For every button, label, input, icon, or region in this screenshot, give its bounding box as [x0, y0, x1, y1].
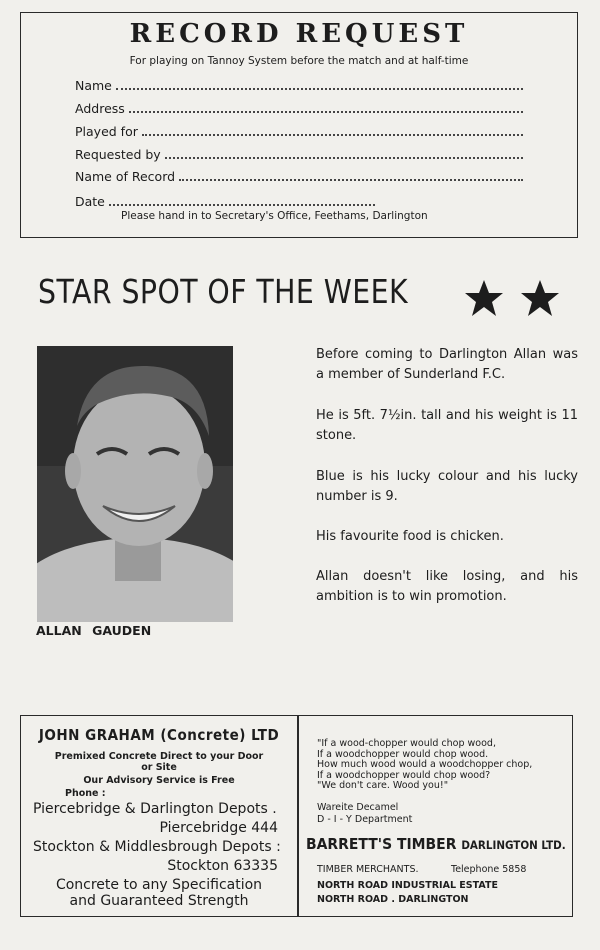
brand-wareite: Wareite Decamel — [317, 802, 399, 813]
john-graham-slogan1: Concrete to any Specification — [55, 877, 263, 893]
name-label: Name — [75, 78, 112, 93]
john-graham-slogan2: and Guaranteed Strength — [69, 893, 249, 909]
star-icon — [521, 280, 559, 316]
stars-icon — [464, 278, 564, 320]
barretts-address2: NORTH ROAD . DARLINGTON — [317, 894, 469, 905]
played-for-label: Played for — [75, 124, 138, 139]
name-of-record-field[interactable] — [75, 166, 523, 184]
player-caption: ALLAN GAUDEN — [36, 623, 152, 638]
john-graham-depot2-phone: Stockton 63335 — [167, 858, 278, 874]
bio-paragraph: He is 5ft. 7½in. tall and his weight is 11 stone. — [316, 408, 578, 443]
record-request-title: RECORD REQUEST — [129, 19, 469, 49]
john-graham-line3: Our Advisory Service is Free — [83, 775, 235, 786]
john-graham-depot2: Stockton & Middlesbrough Depots : — [33, 839, 281, 855]
rhyme-line: "If a wood-chopper would chop wood, — [317, 738, 496, 749]
bio-paragraph: Before coming to Darlington Allan was a member of Sunderland F.C. — [316, 347, 578, 382]
barretts-address1: NORTH ROAD INDUSTRIAL ESTATE — [317, 880, 498, 891]
barretts-timber-suffix: DARLINGTON LTD. — [461, 838, 566, 852]
bio-paragraph: His favourite food is chicken. — [316, 529, 504, 544]
star-icon — [465, 280, 503, 316]
barretts-timber-heading — [306, 835, 566, 853]
john-graham-line2: or Site — [141, 762, 177, 773]
date-label: Date — [75, 194, 105, 209]
name-of-record-label: Name of Record — [75, 169, 176, 184]
player-photo — [37, 346, 233, 622]
timber-merchants: TIMBER MERCHANTS. — [317, 864, 419, 875]
john-graham-phone-label: Phone : — [65, 788, 106, 799]
woodchopper-rhyme — [317, 739, 532, 792]
john-graham-depot1: Piercebridge & Darlington Depots . — [33, 801, 277, 817]
requested-by-field[interactable] — [75, 144, 523, 162]
address-label: Address — [75, 101, 125, 116]
rhyme-line: How much wood would a woodchopper chop, — [317, 759, 533, 770]
john-graham-company: JOHN GRAHAM (Concrete) LTD — [38, 726, 280, 744]
requested-by-label: Requested by — [75, 147, 161, 162]
date-field[interactable] — [75, 191, 375, 209]
barretts-telephone: Telephone 5858 — [451, 864, 527, 875]
rhyme-line: If a woodchopper would chop wood? — [317, 769, 491, 781]
ad-divider — [297, 716, 299, 916]
record-request-footer: Please hand in to Secretary's Office, Feethams, Darlington — [121, 210, 428, 222]
star-spot-title: STAR SPOT OF THE WEEK — [38, 272, 409, 311]
name-field[interactable] — [75, 75, 523, 93]
record-request-form — [20, 12, 578, 238]
rhyme-line: "We don't care. Wood you!" — [317, 780, 449, 791]
bio-paragraph: Allan doesn't like losing, and his ambition is to win promotion. — [316, 569, 578, 604]
bio-paragraph: Blue is his lucky colour and his lucky number is 9. — [316, 469, 578, 504]
advertisements — [20, 715, 573, 917]
brand-diy: D - I - Y Department — [317, 814, 413, 825]
john-graham-line1: Premixed Concrete Direct to your Door — [54, 751, 264, 762]
record-request-subtitle: For playing on Tannoy System before the match and at half-time — [129, 55, 469, 67]
john-graham-depot1-phone: Piercebridge 444 — [159, 820, 278, 836]
played-for-field[interactable] — [75, 121, 523, 139]
address-field[interactable] — [75, 98, 523, 116]
rhyme-line: If a woodchopper would chop wood. — [317, 748, 489, 760]
barretts-timber-company: BARRETT'S TIMBER — [306, 835, 457, 853]
